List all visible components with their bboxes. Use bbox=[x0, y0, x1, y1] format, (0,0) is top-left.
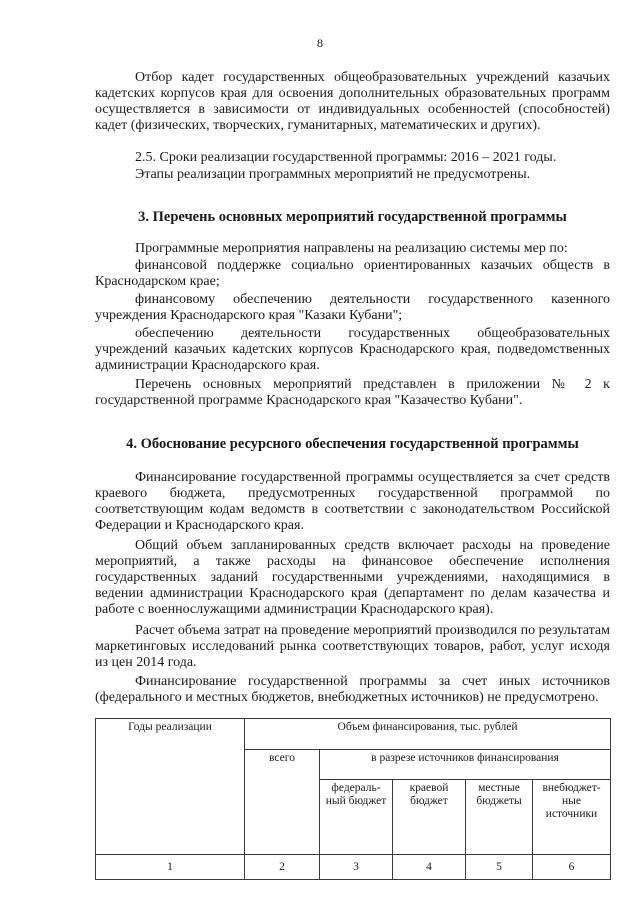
measure-item-2: финансовому обеспечению деятельности государственного казенного учреждения Краснодарского края "Казаки Кубани"; bbox=[95, 292, 610, 323]
measure-item-1: финансовой поддержке социально ориентированных казачьих обществ в Краснодарском крае; bbox=[95, 258, 610, 289]
cost-calculation-paragraph: Расчет объема затрат на проведение мероприятий производился по результатам маркетинговых исследований рынка соответствующих товаров, работ, услуг исходя из цен 2014 года. bbox=[95, 623, 610, 670]
column-number: 5 bbox=[466, 855, 533, 880]
by-source-header: в разрезе источников финансирования bbox=[320, 749, 611, 780]
funding-volume-header: Объем финансирования, тыс. рублей bbox=[245, 719, 611, 750]
column-number: 1 bbox=[96, 855, 245, 880]
total-volume-paragraph: Общий объем запланированных средств включает расходы на проведение мероприятий, а также расходы на финансовое обеспечение исполнения государственных заданий государственными учреждениями, находящимися в ведении администрации Краснодарского края (департамент по делам казачества и работе с военнослужащими администрации Краснодарского края). bbox=[95, 538, 610, 617]
funding-table bbox=[95, 718, 611, 880]
program-terms-paragraph: 2.5. Сроки реализации государственной программы: 2016 – 2021 годы. bbox=[135, 150, 557, 165]
column-number: 2 bbox=[245, 855, 320, 880]
column-number: 6 bbox=[533, 855, 611, 880]
funding-source-paragraph: Финансирование государственной программы осуществляется за счет средств краевого бюджета, предусмотренных государственной программой по соответствующим кодам ведомств в соответствии с законодательством Российской Федерации и Краснодарского края. bbox=[95, 470, 610, 533]
local-budgets-header: местные бюджеты bbox=[466, 780, 533, 855]
years-header: Годы реализации bbox=[96, 719, 245, 855]
measures-lead-paragraph: Программные мероприятия направлены на реализацию системы мер по: bbox=[135, 241, 568, 256]
federal-budget-header: федераль-ный бюджет bbox=[320, 780, 393, 855]
appendix-reference-paragraph: Перечень основных мероприятий представлен в приложении № 2 к государственной программе Краснодарского края "Казачество Кубани". bbox=[95, 377, 610, 408]
measure-item-3: обеспечению деятельности государственных общеобразовательных учреждений казачьих кадетских корпусов Краснодарского края, подведомственных администрации Краснодарского края. bbox=[95, 326, 610, 373]
cadet-selection-paragraph: Отбор кадет государственных общеобразовательных учреждений казачьих кадетских корпусов края для освоения дополнительных образовательных программ осуществляется в зависимости от индивидуальных особенностей (способностей) кадет (физических, творческих, гуманитарных, математических и других). bbox=[95, 70, 610, 133]
section-4-heading: 4. Обоснование ресурсного обеспечения государственной программы bbox=[126, 436, 579, 452]
column-number: 4 bbox=[393, 855, 466, 880]
page-number: 8 bbox=[317, 36, 323, 50]
column-number: 3 bbox=[320, 855, 393, 880]
column-number-row bbox=[96, 855, 611, 880]
regional-budget-header: краевой бюджет bbox=[393, 780, 466, 855]
section-3-heading: 3. Перечень основных мероприятий государственной программы bbox=[138, 209, 567, 225]
offbudget-sources-header: внебюджет-ные источники bbox=[533, 780, 611, 855]
program-stages-paragraph: Этапы реализации программных мероприятий не предусмотрены. bbox=[135, 167, 531, 182]
total-header: всего bbox=[245, 749, 320, 854]
other-sources-paragraph: Финансирование государственной программы за счет иных источников (федерального и местных бюджетов, внебюджетных источников) не предусмотрено. bbox=[95, 674, 610, 705]
